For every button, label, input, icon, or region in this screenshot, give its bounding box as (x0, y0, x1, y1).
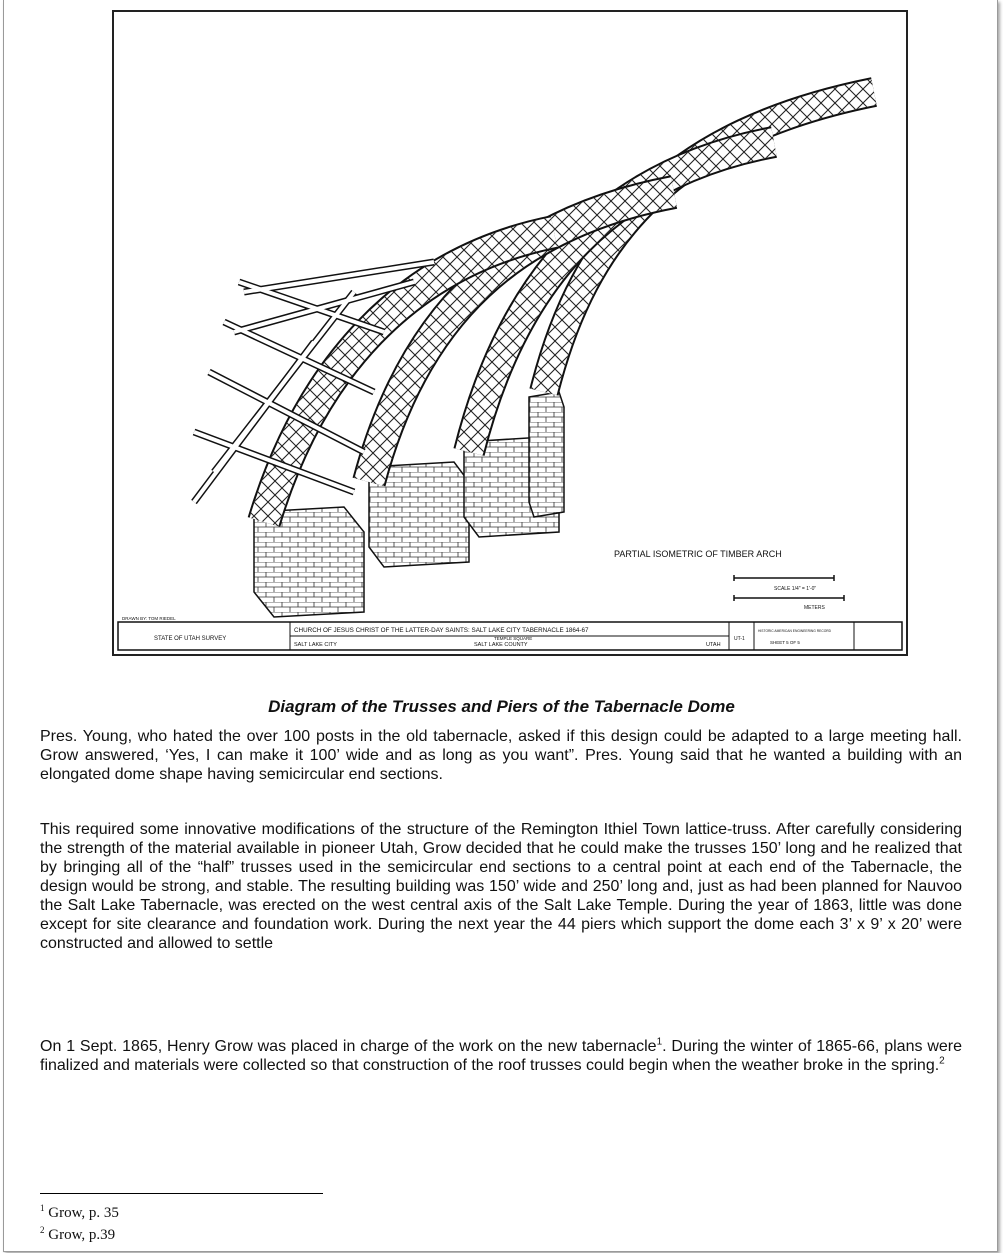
title-block-text: CHURCH OF JESUS CHRIST OF THE LATTER-DAY SAINTS: SALT LAKE CITY TABERNACLE 1864-67 (294, 627, 589, 634)
isometric-arch-drawing (114, 12, 906, 654)
drawn-by: DRAWN BY: TOM RIEDEL (122, 616, 176, 621)
drawing-label: PARTIAL ISOMETRIC OF TIMBER ARCH (614, 549, 782, 559)
figure-caption: Diagram of the Trusses and Piers of the Tabernacle Dome (268, 697, 735, 716)
footnote-2-text: Grow, p.39 (48, 1227, 116, 1243)
title-block-city: SALT LAKE CITY (294, 642, 337, 648)
meters-label: METERS (804, 605, 825, 611)
timber-arches (264, 92, 874, 522)
survey-name: STATE OF UTAH SURVEY (154, 636, 227, 642)
footnote-1 (40, 1203, 119, 1222)
footnote-2 (40, 1225, 115, 1244)
scale-label: SCALE 1/4" = 1'-0" (774, 586, 817, 592)
footnote-divider (40, 1193, 323, 1194)
paragraph-3-rest: . During the winter of 1865-66, plans were finalized and materials were collected so that construction of the roof trusses could begin when the weather broke in the spring. (40, 1038, 962, 1074)
footnote-2-number: 2 (40, 1225, 45, 1235)
footnote-1-number: 1 (40, 1203, 45, 1213)
footnote-ref-2[interactable]: 2 (939, 1055, 945, 1067)
sheet-number: SHEET 5 OF 5 (770, 640, 800, 645)
record-name: HISTORIC AMERICAN ENGINEERING RECORD (758, 629, 832, 633)
title-block-county: SALT LAKE COUNTY (474, 642, 528, 648)
truss-diagram (112, 10, 908, 656)
paragraph-3 (40, 1037, 962, 1075)
paragraph-1: Pres. Young, who hated the over 100 posts in the old tabernacle, asked if this design could be adapted to a large meeting hall. Grow answered, ‘Yes, I can make it 100’ wide and as long as you want”. Pres. Young said that he wanted a building with an elongated dome shape having semicircular end sections. (40, 728, 962, 783)
footnote-ref-1[interactable]: 1 (656, 1036, 663, 1048)
survey-number: UT-1 (734, 636, 745, 642)
title-block-state: UTAH (706, 642, 721, 648)
footnote-1-text: Grow, p. 35 (48, 1205, 119, 1221)
paragraph-3-text: On 1 Sept. 1865, Henry Grow was placed in charge of the work on the new tabernacle (40, 1038, 657, 1055)
title-block-subtitle: TEMPLE SQUARE (494, 636, 533, 641)
paragraph-2: This required some innovative modifications of the structure of the Remington Ithiel Town lattice-truss. After carefully considering the strength of the material available in pioneer Utah, Grow decided that he could make the trusses 150’ long and he realized that by bringing all of the “half” trusses used in the semicircular end sections to a central point at each end of the Tabernacle, the design would be strong, and stable. The resulting building was 150’ wide and 250’ long and, just as had been planned for Nauvoo the Salt Lake Tabernacle, was erected on the west central axis of the Salt Lake Temple. During the year of 1863, little was done except for site clearance and foundation work. During the next year the 44 piers which support the dome each 3’ x 9’ x 20’ were constructed and allowed to settle (40, 821, 962, 952)
